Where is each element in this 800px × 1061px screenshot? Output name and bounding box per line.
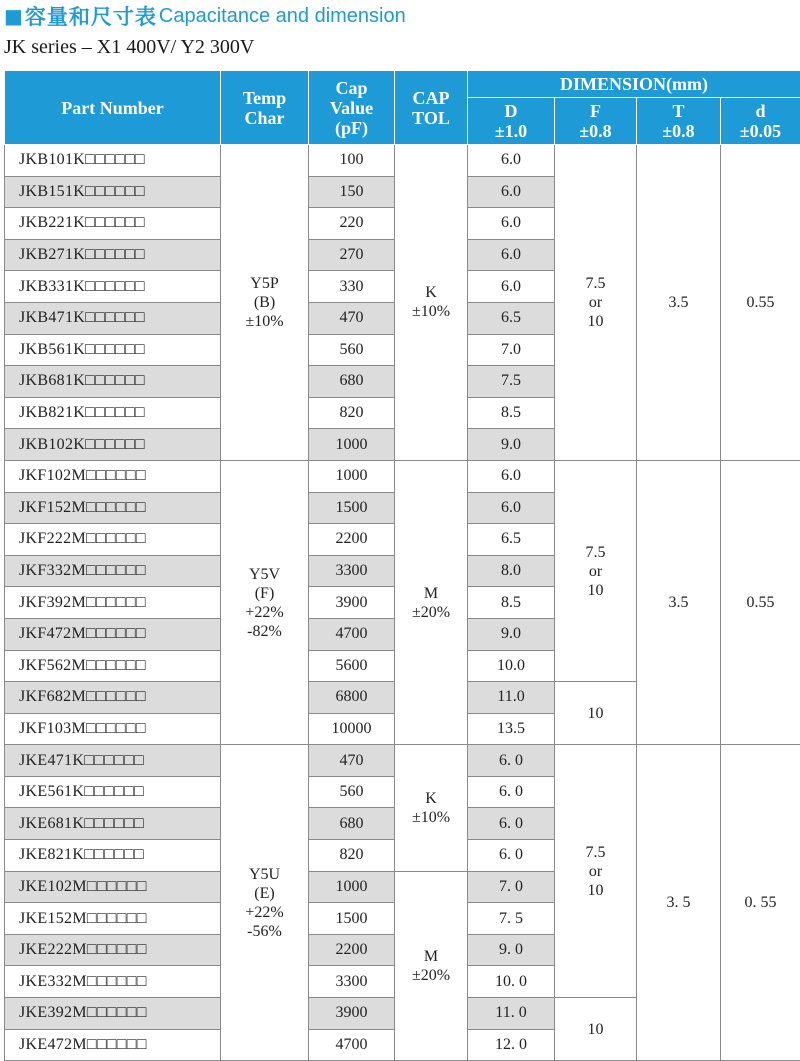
merged-t-cell: 3.5 xyxy=(637,460,721,744)
part-number-cell: JKE152M□□□□□□ xyxy=(5,903,221,935)
merged-temp-line: -56% xyxy=(221,922,308,941)
merged-tol-line: ±20% xyxy=(395,603,467,622)
part-number-cell: JKE392M□□□□□□ xyxy=(5,998,221,1030)
part-number-cell: JKF562M□□□□□□ xyxy=(5,650,221,682)
part-number-cell: JKB821K□□□□□□ xyxy=(5,397,221,429)
part-number-cell: JKB221K□□□□□□ xyxy=(5,208,221,240)
part-number-cell: JKF152M□□□□□□ xyxy=(5,492,221,524)
merged-tol-line: K xyxy=(395,283,467,302)
merged-tol-line: ±10% xyxy=(395,808,467,827)
header-dim-label: d xyxy=(721,101,800,121)
table-row xyxy=(5,460,800,492)
header-cap-value xyxy=(309,71,395,145)
dimension-d-cell: 7. 0 xyxy=(468,871,555,903)
part-number-cell: JKE102M□□□□□□ xyxy=(5,871,221,903)
dimension-d-cell: 9.0 xyxy=(468,618,555,650)
part-number-cell: JKF392M□□□□□□ xyxy=(5,587,221,619)
cap-value-cell: 1000 xyxy=(309,460,395,492)
part-number-cell: JKE561K□□□□□□ xyxy=(5,776,221,808)
part-number-cell: JKF472M□□□□□□ xyxy=(5,618,221,650)
cap-value-cell: 560 xyxy=(309,334,395,366)
cap-value-cell: 1000 xyxy=(309,429,395,461)
merged-tol-line: ±20% xyxy=(395,966,467,985)
merged-f-line: 10 xyxy=(555,312,636,331)
cap-value-cell: 3300 xyxy=(309,555,395,587)
cap-value-cell: 1500 xyxy=(309,903,395,935)
cap-value-cell: 820 xyxy=(309,397,395,429)
cap-value-cell: 3300 xyxy=(309,966,395,998)
header-temp-line: Char xyxy=(221,108,308,128)
merged-tol-cell xyxy=(395,145,468,461)
merged-f-cell: 10 xyxy=(555,998,637,1061)
merged-tol-cell xyxy=(395,460,468,744)
header-temp-char xyxy=(221,71,309,145)
cap-value-cell: 470 xyxy=(309,302,395,334)
dimension-d-cell: 10. 0 xyxy=(468,966,555,998)
cap-value-cell: 2200 xyxy=(309,934,395,966)
dimension-d-cell: 6. 0 xyxy=(468,745,555,777)
cap-value-cell: 1000 xyxy=(309,871,395,903)
merged-tol-cell xyxy=(395,871,468,1061)
dimension-d-cell: 6.0 xyxy=(468,208,555,240)
cap-value-cell: 6800 xyxy=(309,682,395,714)
header-tol-line: CAP xyxy=(395,88,467,108)
part-number-cell: JKE472M□□□□□□ xyxy=(5,1029,221,1061)
part-number-cell: JKB151K□□□□□□ xyxy=(5,176,221,208)
cap-value-cell: 2200 xyxy=(309,524,395,556)
cap-value-cell: 4700 xyxy=(309,1029,395,1061)
merged-temp-line: +22% xyxy=(221,903,308,922)
capacitance-dimension-table xyxy=(4,70,800,1061)
merged-temp-line: (F) xyxy=(221,584,308,603)
merged-tol-line: M xyxy=(395,584,467,603)
part-number-cell: JKE332M□□□□□□ xyxy=(5,966,221,998)
merged-temp-line: ±10% xyxy=(221,312,308,331)
dimension-d-cell: 6.0 xyxy=(468,271,555,303)
dimension-d-cell: 10.0 xyxy=(468,650,555,682)
part-number-cell: JKE681K□□□□□□ xyxy=(5,808,221,840)
merged-temp-line: +22% xyxy=(221,603,308,622)
header-dimension: DIMENSION(mm) xyxy=(468,71,800,98)
merged-tol-line: ±10% xyxy=(395,302,467,321)
merged-temp-cell xyxy=(221,745,309,1061)
dimension-d-cell: 9. 0 xyxy=(468,934,555,966)
part-number-cell: JKF102M□□□□□□ xyxy=(5,460,221,492)
merged-f-line: or xyxy=(555,862,636,881)
cap-value-cell: 4700 xyxy=(309,618,395,650)
merged-f-line: 10 xyxy=(555,881,636,900)
square-bullet-icon: ■ xyxy=(4,4,23,28)
header-dim-tolerance: ±0.05 xyxy=(721,121,800,141)
part-number-cell: JKB101K□□□□□□ xyxy=(5,145,221,177)
cap-value-cell: 150 xyxy=(309,176,395,208)
dimension-d-cell: 8.0 xyxy=(468,555,555,587)
merged-temp-cell xyxy=(221,460,309,744)
header-dim-label: F xyxy=(555,101,636,121)
page-title xyxy=(4,2,406,30)
part-number-cell: JKF103M□□□□□□ xyxy=(5,713,221,745)
header-cap-line: (pF) xyxy=(309,118,394,138)
merged-tol-line: K xyxy=(395,789,467,808)
dimension-d-cell: 6.0 xyxy=(468,145,555,177)
dimension-d-cell: 7.5 xyxy=(468,366,555,398)
dimension-d-cell: 13.5 xyxy=(468,713,555,745)
part-number-cell: JKE471K□□□□□□ xyxy=(5,745,221,777)
cap-value-cell: 10000 xyxy=(309,713,395,745)
header-dim-t xyxy=(637,98,721,145)
cap-value-cell: 3900 xyxy=(309,587,395,619)
cap-value-cell: 680 xyxy=(309,366,395,398)
dimension-d-cell: 6.5 xyxy=(468,302,555,334)
cap-value-cell: 470 xyxy=(309,745,395,777)
merged-f-cell xyxy=(555,145,637,461)
merged-f-line: 7.5 xyxy=(555,274,636,293)
header-dim-tolerance: ±0.8 xyxy=(555,121,636,141)
part-number-cell: JKB271K□□□□□□ xyxy=(5,239,221,271)
cap-value-cell: 1500 xyxy=(309,492,395,524)
cap-value-cell: 5600 xyxy=(309,650,395,682)
part-number-cell: JKE222M□□□□□□ xyxy=(5,934,221,966)
header-tol-line: TOL xyxy=(395,108,467,128)
cap-value-cell: 100 xyxy=(309,145,395,177)
header-dim-tolerance: ±1.0 xyxy=(468,121,554,141)
part-number-cell: JKB681K□□□□□□ xyxy=(5,366,221,398)
part-number-cell: JKF222M□□□□□□ xyxy=(5,524,221,556)
part-number-cell: JKB102K□□□□□□ xyxy=(5,429,221,461)
dimension-d-cell: 7.0 xyxy=(468,334,555,366)
table-body xyxy=(5,145,800,1061)
dimension-d-cell: 8.5 xyxy=(468,587,555,619)
dimension-d-cell: 6.0 xyxy=(468,460,555,492)
dimension-d-cell: 6.0 xyxy=(468,176,555,208)
part-number-cell: JKB331K□□□□□□ xyxy=(5,271,221,303)
merged-f-line: 10 xyxy=(555,581,636,600)
merged-f-line: 7.5 xyxy=(555,843,636,862)
part-number-cell: JKE821K□□□□□□ xyxy=(5,840,221,872)
dimension-d-cell: 6.0 xyxy=(468,492,555,524)
merged-temp-line: (B) xyxy=(221,293,308,312)
merged-temp-cell xyxy=(221,145,309,461)
header-dim-f xyxy=(555,98,637,145)
title-chinese: 容量和尺寸表 xyxy=(25,1,157,31)
merged-t-cell: 3.5 xyxy=(637,145,721,461)
cap-value-cell: 270 xyxy=(309,239,395,271)
cap-value-cell: 560 xyxy=(309,776,395,808)
dimension-d-cell: 12. 0 xyxy=(468,1029,555,1061)
cap-value-cell: 330 xyxy=(309,271,395,303)
merged-lead-d-cell: 0.55 xyxy=(721,145,800,461)
title-english: Capacitance and dimension xyxy=(159,5,406,28)
dimension-d-cell: 6.5 xyxy=(468,524,555,556)
merged-f-cell: 10 xyxy=(555,682,637,745)
series-subtitle: JK series – X1 400V/ Y2 300V xyxy=(4,36,254,59)
dimension-d-cell: 6. 0 xyxy=(468,840,555,872)
header-cap-line: Cap xyxy=(309,78,394,98)
header-dim-tolerance: ±0.8 xyxy=(637,121,720,141)
header-temp-line: Temp xyxy=(221,88,308,108)
dimension-d-cell: 6.0 xyxy=(468,239,555,271)
merged-temp-line: Y5P xyxy=(221,274,308,293)
cap-value-cell: 220 xyxy=(309,208,395,240)
header-dim-lead-d xyxy=(721,98,800,145)
part-number-cell: JKF332M□□□□□□ xyxy=(5,555,221,587)
dimension-d-cell: 7. 5 xyxy=(468,903,555,935)
dimension-d-cell: 11. 0 xyxy=(468,998,555,1030)
header-part-number: Part Number xyxy=(5,71,221,145)
merged-lead-d-cell: 0. 55 xyxy=(721,745,800,1061)
merged-f-line: 7.5 xyxy=(555,543,636,562)
merged-temp-line: Y5U xyxy=(221,865,308,884)
dimension-d-cell: 6. 0 xyxy=(468,808,555,840)
merged-t-cell: 3. 5 xyxy=(637,745,721,1061)
part-number-cell: JKF682M□□□□□□ xyxy=(5,682,221,714)
merged-f-line: or xyxy=(555,293,636,312)
header-dim-label: T xyxy=(637,101,720,121)
merged-tol-cell xyxy=(395,745,468,871)
dimension-d-cell: 11.0 xyxy=(468,682,555,714)
merged-temp-line: -82% xyxy=(221,622,308,641)
cap-value-cell: 820 xyxy=(309,840,395,872)
cap-value-cell: 680 xyxy=(309,808,395,840)
header-dim-label: D xyxy=(468,101,554,121)
merged-temp-line: Y5V xyxy=(221,565,308,584)
table-row xyxy=(5,145,800,177)
merged-f-cell xyxy=(555,460,637,681)
merged-f-cell xyxy=(555,745,637,998)
merged-temp-line: (E) xyxy=(221,884,308,903)
header-cap-line: Value xyxy=(309,98,394,118)
header-cap-tol xyxy=(395,71,468,145)
header-dim-d xyxy=(468,98,555,145)
merged-lead-d-cell: 0.55 xyxy=(721,460,800,744)
part-number-cell: JKB561K□□□□□□ xyxy=(5,334,221,366)
merged-f-line: or xyxy=(555,562,636,581)
dimension-d-cell: 8.5 xyxy=(468,397,555,429)
dimension-d-cell: 9.0 xyxy=(468,429,555,461)
merged-tol-line: M xyxy=(395,947,467,966)
dimension-d-cell: 6. 0 xyxy=(468,776,555,808)
table-row xyxy=(5,745,800,777)
cap-value-cell: 3900 xyxy=(309,998,395,1030)
part-number-cell: JKB471K□□□□□□ xyxy=(5,302,221,334)
